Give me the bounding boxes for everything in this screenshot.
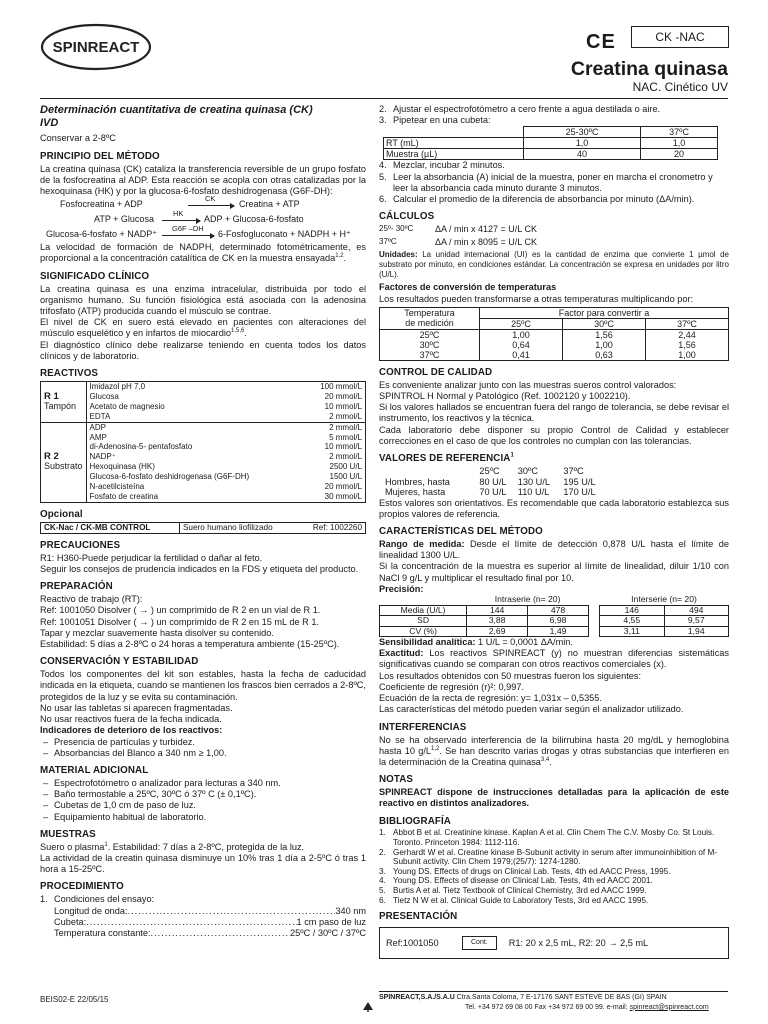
dilute-text: Si la concentración de la muestra es superior al límite de linealidad, diluir 1/10 con NaCl 9 g/L y multiplicar el resultado final por 10. — [379, 561, 729, 583]
units-text: Unidades: La unidad internacional (UI) es la cantidad de enzima que convierte 1 µmol de substrato por minuto, en condiciones estándar. La concentración se expresa en unidades por litro (U/L). — [379, 250, 729, 279]
list-item: 5. Burtis A et al. Tietz Textbook of Clinical Chemistry, 3rd ed AACC 1999. — [379, 886, 647, 896]
bibliography-list — [379, 828, 729, 905]
regression-eq: Ecuación de la recta de regresión: y= 1,031x – 0,5355. — [379, 693, 602, 704]
interferences-title: INTERFERENCIAS — [379, 721, 467, 733]
qc-title: CONTROL DE CALIDAD — [379, 366, 493, 378]
list-item: 3. Pipetear en una cubeta: — [379, 115, 491, 126]
list-item: – Absorbancias del Blanco a 340 nm ≥ 1,00. — [40, 748, 366, 759]
reaction-1: Fosfocreatina + ADP CK Creatina + ATP — [60, 194, 300, 210]
method-note: Las características del método pueden variar según el analizador utilizado. — [379, 704, 684, 715]
page-subtitle: NAC. Cinético UV — [632, 80, 728, 94]
ref-note: Estos valores son orientativos. Es recomendable que cada laboratorio establezca sus propios valores de referencia. — [379, 497, 729, 519]
ref-title: VALORES DE REFERENCIA$^1$ — [379, 452, 514, 465]
material-title: MATERIAL ADICIONAL — [40, 764, 149, 776]
qc-text-4: Cada laboratorio debe disponer su propio Control de Calidad y establecer correcciones en el caso de que los controles no cumplan con las tolerancias. — [379, 424, 729, 446]
samples-line-2: La actividad de la creatin quinasa disminuye un 10% tras 1 día a 2-5ºC ó tras 1 hora a 15-25ºC. — [40, 852, 366, 875]
prep-line-5: Estabilidad: 5 días a 2-8ºC o 24 horas a temperatura ambiente (15-25ºC). — [40, 639, 340, 650]
notes-title: NOTAS — [379, 774, 414, 786]
left-column — [40, 104, 366, 939]
prep-line-2: Ref: 1001050 Disolver ( → ) un comprimido de R 2 en un vial de R 1. — [40, 605, 321, 616]
clinical-text-2: El nivel de CK en suero está elevado en pacientes con alteraciones del músculo esquelético y en infartos de miocardio$^{1,5,6}$. — [40, 317, 366, 339]
list-item: – Espectrofotómetro o analizador para lecturas a 340 nm. — [40, 778, 366, 789]
ivd-heading: IVD — [40, 117, 59, 130]
list-item: – Baño termostable a 25ºC, 30ºC ó 37º C (± 0,1ºC). — [40, 789, 366, 800]
range-text: Rango de medida: Desde el límite de detección 0,878 U/L hasta el límite de linealidad 1300 U/L. — [379, 538, 729, 561]
precision-tables — [379, 595, 729, 637]
prep-line-3: Ref: 1001051 Disolver ( → ) un comprimido de R 2 en 15 mL de R 1. — [40, 616, 319, 627]
preparation-title: PREPARACIÓN — [40, 581, 113, 593]
qc-text-3: Si los valores hallados se encuentran fuera del rango de tolerancia, se debe revisar el instrumento, los reactivos y la técnica. — [379, 402, 729, 424]
exactitude-text-2: Los resultados obtenidos con 50 muestras fueron los siguientes: — [379, 670, 642, 681]
reagents-table: R 1 Tampón Imidazol pH 7,0 100 mmol/L Glucosa 20 mmol/L Acetato de magnesio 10 mmol/L EDTA 2 mmol/L R 2 Substrato ADP 2 mmol/L AMP 5 mmol/L di-Adenosina-5- pentafosfato 10 mmol/L NADP⁺ 2 mmol/L Hexoquinasa (HK) 2500 U/L Glucosa-6-fosfato deshidrogenasa (G6F-DH) 1500 U/L N-acetilcisteína 20 mmol/L Fosfato de creatina 30 mmol/L — [40, 381, 366, 503]
list-item: 6. Calcular el promedio de la diferencia de absorbancia por minuto (ΔA/min). — [379, 194, 695, 205]
clinical-title: SIGNIFICADO CLÍNICO — [40, 270, 150, 282]
email-link[interactable]: spinreact@spinreact.com — [629, 1003, 709, 1011]
samples-title: MUESTRAS — [40, 828, 96, 840]
conversion-table: Temperatura de medición Factor para convertir a 25ºC 30ºC 37ºC 25ºC 1,00 1,56 2,44 30ºC 0,64 1,00 1,56 37ºC 0,41 0,63 1,00 — [379, 307, 729, 361]
arrow-right-icon: → — [139, 616, 149, 627]
list-item: 5. Leer la absorbancia (A) inicial de la muestra, poner en marcha el cronometro y leer la absorbancia cada minuto durante 3 minutos. — [379, 171, 713, 193]
conversion-title: Factores de conversión de temperaturas — [379, 282, 557, 293]
clinical-text: La creatina quinasa es una enzima intracelular, distribuida por todo el organismo humano. Su función fisiológica está asociada con la adenosina trifosfato (ATP) producida cuando el músculo se contrae. — [40, 283, 366, 316]
storage-indicators: Indicadores de deterioro de los reactivos: — [40, 725, 223, 736]
arrow-right-icon: → — [608, 937, 618, 948]
samples-line-1: Suero o plasma$^1$. Estabilidad: 7 días a 2-8ºC, protegida de la luz. — [40, 841, 305, 852]
precautions-line-2: Seguir los consejos de prudencia indicados en la FDS y etiqueta del producto. — [40, 564, 359, 574]
storage-temp: Conservar a 2-8ºC — [40, 133, 116, 144]
optional-title: Opcional — [40, 508, 83, 520]
interserie-table: Interserie (n= 20) 146 494 4,55 9,57 3,11 1,94 — [599, 595, 729, 637]
list-item: 4. Mezclar, incubar 2 minutos. — [379, 160, 505, 171]
list-item: – Equipamiento habitual de laboratorio. — [40, 812, 366, 823]
page-title: Creatina quinasa — [570, 58, 728, 80]
list-item: 1. Condiciones del ensayo: — [40, 894, 155, 905]
arrow-right-icon: → — [139, 605, 149, 616]
logo-text: SPINREACT — [52, 39, 140, 56]
list-item: 4. Young DS. Effects of disease on Clinical Lab. Tests, 4th ed AACC 2001. — [379, 876, 653, 886]
intro-heading: Determinación cuantitativa de creatina quinasa (CK) — [40, 104, 313, 116]
notes-text: SPINREACT dispone de instrucciones detalladas para la aplicación de este reactivo en distintos analizadores. — [379, 787, 729, 809]
product-code: CK -NAC — [631, 26, 729, 48]
spinreact-logo — [40, 22, 152, 72]
prep-line-4: Tapar y mezclar suavemente hasta disolver su contenido. — [40, 627, 274, 638]
storage-text-2: No usar las tabletas si aparecen fragmentadas. — [40, 702, 233, 713]
regression-coef: Coeficiente de regresión (r)²: 0,997. — [379, 681, 525, 692]
principle-text: La creatina quinasa (CK) cataliza la transferencia reversible de un grupo fosfato de la fosfocreatina al ADP. Esta reacción se acopla con otras catalizadas por la hexoquinasa (HK) y por la glucosa-6-fosfato deshidrogenasa (G6F-DH): — [40, 163, 366, 196]
principle-title: PRINCIPIO DEL MÉTODO — [40, 150, 160, 162]
calc-title: CÁLCULOS — [379, 211, 435, 223]
exactitude-text: Exactitud: Los reactivos SPINREACT (y) no muestran diferencias sistemáticas significativas cuando se comparan con otros reactivos comerciales (x). — [379, 648, 729, 670]
calc-row: 25º- 30ºC ΔA / min x 4127 = U/L CK — [379, 224, 537, 235]
presentation-contents: R1: 20 x 2,5 mL, R2: 20 → 2,5 mL — [508, 937, 649, 948]
list-item: – Cubetas de 1,0 cm de paso de luz. — [40, 800, 366, 811]
material-list — [40, 778, 366, 823]
list-item: 2. Ajustar el espectrofotómetro a cero frente a agua destilada o aire. — [379, 104, 661, 114]
procedure-list — [40, 894, 366, 905]
tree-icon — [362, 1002, 374, 1012]
footer-rule — [379, 991, 728, 992]
conversion-text: Los resultados pueden transformarse a otras temperaturas multiplicando por: — [379, 293, 694, 304]
right-column — [379, 104, 729, 959]
presentation-box — [379, 927, 729, 959]
precautions-line-1: R1: H360-Puede perjudicar la fertilidad o dañar al feto. — [40, 552, 263, 563]
sensitivity-text: Sensibilidad analítica: 1 U/L = 0,0001 ΔA/min. — [379, 637, 573, 648]
list-item: 2. Gerhardt W et al. Creatine kinase B-Subunit activity in serum after immunoinhibition of M-Subunit activity. Clin Chem 1979;(25/7): 1274-1280. — [379, 847, 717, 867]
list-item: 6. Tietz N W et al. Clinical Guide to Laboratory Tests, 3rd ed AACC 1995. — [379, 895, 649, 905]
intraserie-table: Intraserie (n= 20) Media (U/L) 144 478 SD 3,88 6,98 CV (%) 2,69 1,49 — [379, 595, 589, 637]
presentation-ref: Ref:1001050 — [386, 937, 439, 948]
list-item: 1. Abbot B et al. Creatinine kinase. Kaplan A et al. Clin Chem The C.V. Mosby Co. St Louis. Toronto. Princeton 1984: 1112-116. — [379, 828, 715, 848]
reagents-title: REACTIVOS — [40, 368, 99, 380]
list-item: – Presencia de partículas y turbidez. — [40, 737, 366, 748]
calc-row: 37ºC ΔA / min x 8095 = U/L CK — [379, 237, 537, 248]
reaction-2: ATP + Glucosa HK ADP + Glucosa-6-fosfato — [94, 209, 304, 225]
list-item: 3. Young DS. Effects of drugs on Clinical Lab. Tests, 4th ed AACC Press, 1995. — [379, 866, 671, 876]
r2-label: R 2 Substrato — [41, 422, 87, 502]
procedure-list-cont-2 — [379, 160, 729, 205]
principle-text-2: La velocidad de formación de NADPH, determinado fotométricamente, es proporcional a la concentración catalítica de CK en la muestra ensayada$^{1,2}$. — [40, 242, 366, 264]
biblio-title: BIBLIOGRAFÍA — [379, 815, 451, 827]
precision-label: Precisión: — [379, 583, 424, 594]
assay-conditions: Longitud de onda: ..... 340 nm Cubeta: ..... 1 cm paso de luz Temperatura constante: ..... 25ºC / 30ºC / 37ºC — [40, 906, 366, 940]
prep-line-1: Reactivo de trabajo (RT): — [40, 594, 143, 605]
precautions-title: PRECAUCIONES — [40, 539, 121, 551]
deterioration-list — [40, 737, 366, 759]
procedure-title: PROCEDIMIENTO — [40, 881, 124, 893]
pipette-table: 25-30ºC 37ºC RT (mL) 1,0 1,0 Muestra (µL) 40 20 — [383, 126, 718, 160]
storage-text-3: No usar reactivos fuera de la fecha indicada. — [40, 714, 222, 725]
storage-text-1: Todos los componentes del kit son estables, hasta la fecha de caducidad indicada en la etiqueta, cuando se mantienen los frascos bien cerrados a 2-8ºC, protegidos de la luz y se evita su contaminación. — [40, 669, 366, 702]
footer-doc-code: BEIS02-E 22/05/15 — [40, 995, 109, 1004]
storage-title: CONSERVACIÓN Y ESTABILIDAD — [40, 656, 199, 668]
header-rule — [40, 98, 728, 99]
procedure-list-cont — [379, 104, 729, 126]
qc-text-2: SPINTROL H Normal y Patológico (Ref. 1002120 y 1002210). — [379, 391, 631, 402]
footer-address: SPINREACT,S.A./S.A.U Ctra.Santa Coloma, 7 E-17176 SANT ESTEVE DE BAS (GI) SPAIN Tel. +34 972 69 08 00 Fax +34 972 69 00 99. e-mail: spinreact@spinreact.com — [379, 994, 709, 1011]
qc-text-1: Es conveniente analizar junto con las muestras sueros control valorados: — [379, 379, 677, 390]
optional-table: CK-Nac / CK-MB CONTROL Suero humano liofilizado Ref: 1002260 — [40, 522, 366, 534]
presentation-title: PRESENTACIÓN — [379, 911, 458, 923]
reaction-3: Glucosa-6-fosfato + NADP⁺ G6F –DH 6-Fosfogluconato + NADPH + H⁺ — [46, 224, 351, 240]
clinical-text-3: El diagnóstico clínico debe realizarse teniendo en cuenta todos los datos clínicos y de laboratorio. — [40, 339, 366, 361]
reference-table: 25ºC 30ºC 37ºC Hombres, hasta 80 U/L 130 U/L 195 U/L Mujeres, hasta 70 U/L 110 U/L 170 U/L — [385, 466, 596, 498]
interferences-text: No se ha observado interferencia de la bilirrubina hasta 20 mg/dL y hemoglobina hasta 10 $g/L^{1,2}$. Se han descrito varias drogas y otras substancias que interfieren en la determinación de la Creatina quinasa$^{3,4}$. — [379, 734, 729, 767]
r1-label: R 1 Tampón — [44, 390, 77, 411]
ce-mark: CE — [586, 31, 616, 53]
method-title: CARACTERÍSTICAS DEL MÉTODO — [379, 526, 543, 537]
presentation-cont: Cont. — [462, 936, 497, 951]
